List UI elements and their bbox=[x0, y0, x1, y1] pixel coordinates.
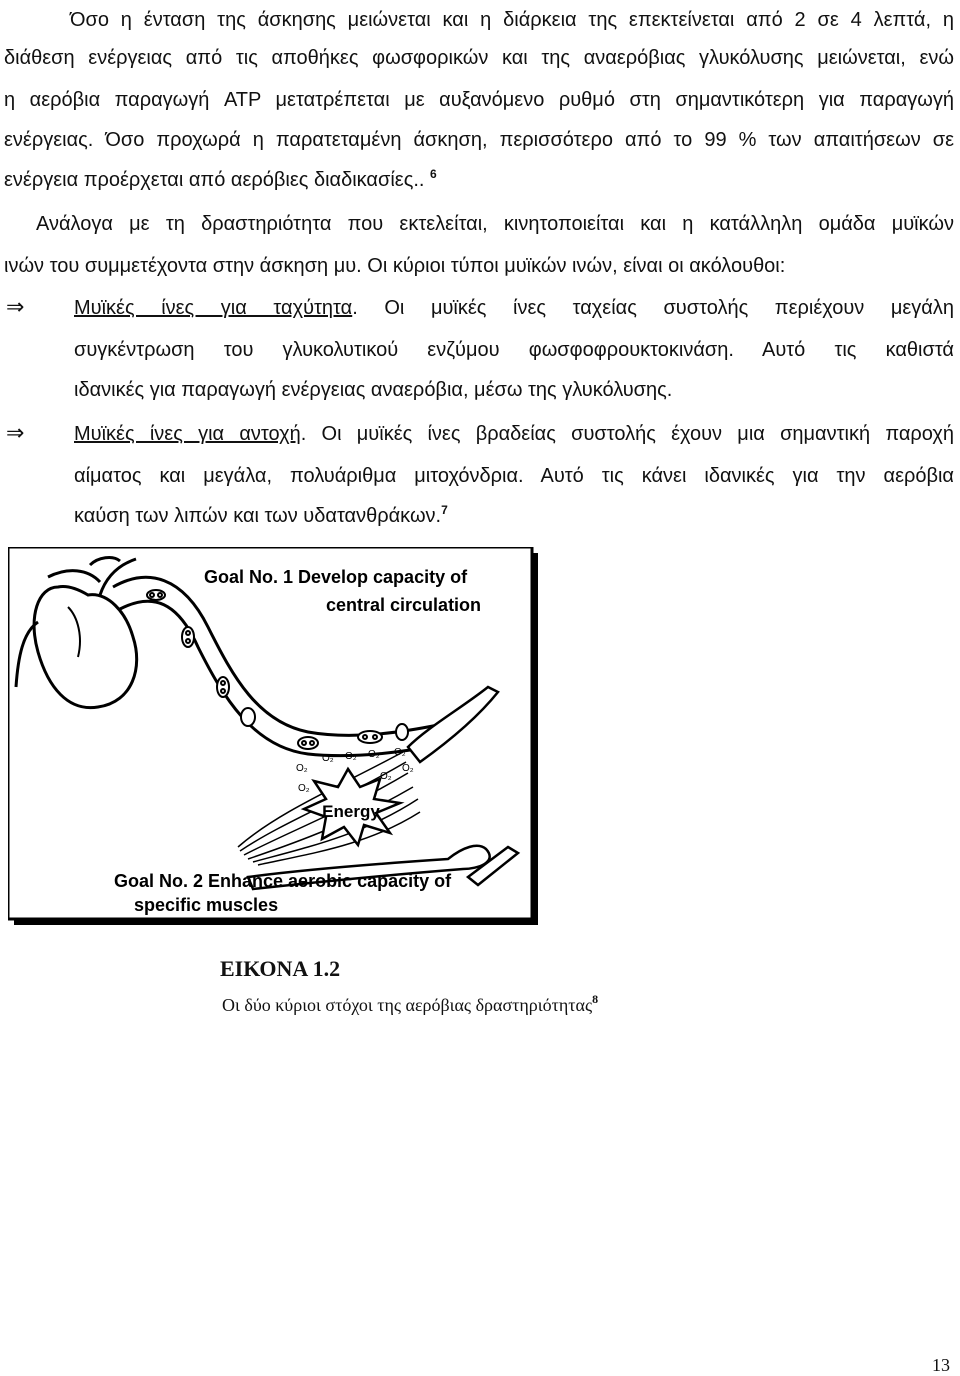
paragraph1-line3: η αερόβια παραγωγή ATP μετατρέπεται με αυξανόμενο ρυθμό στη σημαντικότερη για παραγωγή bbox=[4, 89, 954, 111]
reference-8: 8 bbox=[592, 992, 599, 1006]
o2-label: O₂ bbox=[298, 783, 310, 794]
bullet2-line1 bbox=[74, 422, 954, 446]
bullet1-line1 bbox=[74, 296, 954, 320]
bullet1-line2: συγκέντρωση του γλυκολυτικού ενζύμου φωσφοφρουκτοκινάση. Αυτό τις καθιστά bbox=[74, 339, 954, 361]
bullet1-title: Μυϊκές ίνες για ταχύτητα bbox=[74, 297, 353, 319]
goal1-line1: Goal No. 1 Develop capacity of bbox=[204, 567, 468, 587]
reference-7: 7 bbox=[441, 503, 448, 517]
paragraph2-line2: ινών του συμμετέχοντα στην άσκηση μυ. Οι κύριοι τύποι μυϊκών ινών, είναι οι ακόλουθοι: bbox=[4, 255, 786, 277]
paragraph1-line1: Όσο η ένταση της άσκησης μειώνεται και η διάρκεια της επεκτείνεται από 2 σε 4 λεπτά, η bbox=[70, 9, 954, 31]
bullet2-line3 bbox=[74, 504, 448, 528]
o2-label: O₂ bbox=[402, 763, 414, 774]
paragraph1-line2: διάθεση ενέργειας από τις αποθήκες φωσφορικών και της αναερόβιας γλυκόλυσης μειώνεται, ενώ bbox=[4, 47, 954, 69]
arrow-icon: ⇒ bbox=[6, 421, 25, 446]
paragraph1-line4: ενέργειας. Όσο προχωρά η παρατεταμένη άσκηση, περισσότερο από το 99 % των απαιτήσεων σε bbox=[4, 129, 954, 151]
o2-label: O₂ bbox=[322, 753, 334, 764]
paragraph1-line5 bbox=[4, 168, 437, 192]
paragraph2-line1: Ανάλογα με τη δραστηριότητα που εκτελείται, κινητοποιείται και η κατάλληλη ομάδα μυϊκών bbox=[36, 213, 954, 235]
reference-6: 6 bbox=[430, 167, 437, 181]
bullet2-line3-text: καύση των λιπών και των υδατανθράκων. bbox=[74, 505, 442, 527]
goal2-line2: specific muscles bbox=[134, 895, 279, 915]
bullet2-title: Μυϊκές ίνες για αντοχή bbox=[74, 423, 301, 445]
o2-label: O₂ bbox=[345, 751, 357, 762]
energy-label: Energy bbox=[322, 802, 380, 821]
paragraph1-line5-text: ενέργεια προέρχεται από αερόβιες διαδικασίες.. bbox=[4, 169, 425, 191]
bullet1-line1-rest: . Οι μυϊκές ίνες ταχείας συστολής περιέχουν μεγάλη bbox=[352, 297, 954, 319]
bullet2-line2: αίματος και μεγάλα, πολυάριθμα μιτοχόνδρια. Αυτό τις κάνει ιδανικές για την αερόβια bbox=[74, 465, 954, 487]
figure-caption-text: Οι δύο κύριοι στόχοι της αερόβιας δραστηριότητας bbox=[222, 995, 593, 1015]
bullet1-line3: ιδανικές για παραγωγή ενέργειας αναερόβια, μέσω της γλυκόλυσης. bbox=[74, 379, 673, 401]
o2-label: O₂ bbox=[380, 771, 392, 782]
arrow-icon: ⇒ bbox=[6, 295, 25, 320]
o2-label: O₂ bbox=[394, 747, 406, 758]
figure-caption-title: ΕΙΚΟΝΑ 1.2 bbox=[220, 956, 341, 981]
goal1-line2: central circulation bbox=[326, 595, 482, 615]
o2-label: O₂ bbox=[368, 749, 380, 760]
bullet2-line1-rest: . Οι μυϊκές ίνες βραδείας συστολής έχουν μια σημαντική παροχή bbox=[300, 423, 954, 445]
o2-label: O₂ bbox=[296, 763, 308, 774]
figure-caption-subtitle bbox=[222, 994, 598, 1016]
page-number: 13 bbox=[932, 1355, 950, 1375]
aerobic-goals-figure bbox=[8, 547, 540, 927]
goal2-line1: Goal No. 2 Enhance aerobic capacity of bbox=[114, 871, 452, 891]
